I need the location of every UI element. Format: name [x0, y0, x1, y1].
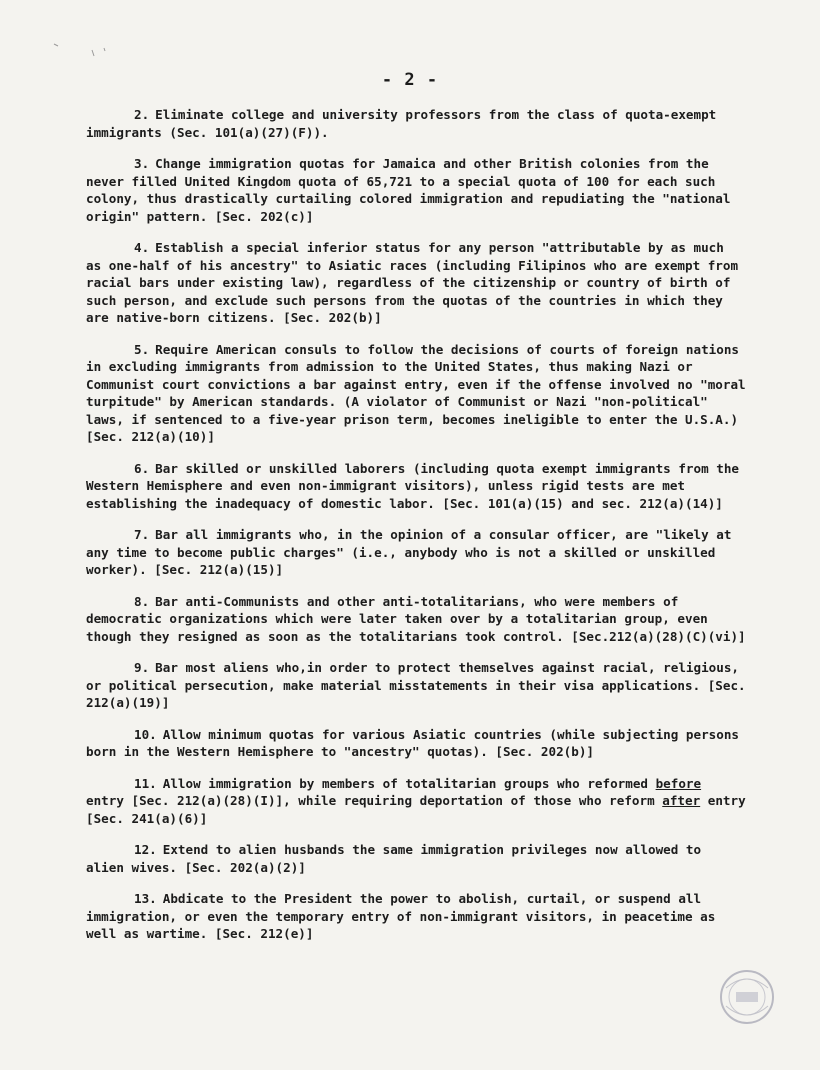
list-item: [86, 841, 746, 876]
item-number: 12.: [134, 842, 157, 857]
list-item: [86, 526, 746, 579]
item-text: Bar anti-Communists and other anti-totalitarians, who were members of democratic organizations which were later taken over by a totalitarian group, even though they resigned as soon as the totalitarians took control. [Sec.212(a)(28)(C)(vi)]: [86, 593, 746, 644]
item-text-prefix: Allow immigration by members of totalitarian groups who reformed: [162, 775, 656, 791]
list-item: [86, 890, 746, 943]
item-number: 9.: [134, 660, 150, 675]
list-item: [86, 239, 746, 327]
item-number: 4.: [134, 240, 150, 255]
item-text: Bar skilled or unskilled laborers (including quota exempt immigrants from the Western Hemisphere and even non-immigrant visitors), unless rigid tests are met establishing the inadequacy of domestic labor. [Sec. 101(a)(15) and sec. 212(a)(14)]: [86, 460, 739, 511]
item-text: Change immigration quotas for Jamaica and other British colonies from the never filled United Kingdom quota of 65,721 to a special quota of 100 for each such colony, thus drastically curtailing colored immigration and repudiating the "national origin" pattern. [Sec. 202(c)]: [86, 156, 731, 224]
item-text: Abdicate to the President the power to abolish, curtail, or suspend all immigration, or even the temporary entry of non-immigrant visitors, in peacetime as well as wartime. [Sec. 212(e)]: [86, 891, 716, 941]
list-item: [86, 775, 746, 828]
item-number: 6.: [134, 460, 150, 476]
pencil-marks: [44, 30, 124, 60]
item-number: 3.: [134, 156, 150, 171]
item-underline-after: after: [662, 793, 701, 808]
item-text: who, in the opinion of a consular officer, are "likely at any time to become public charges" (i.e., anybody who is not a skilled or unskilled worker). [Sec. 212(a)(15)]: [86, 527, 732, 577]
page-number: - 2 -: [381, 70, 439, 90]
item-number: 10.: [134, 726, 157, 742]
list-item: [86, 106, 746, 141]
list-item: [86, 460, 746, 513]
item-number: 5.: [134, 341, 150, 357]
list-item: [86, 593, 746, 646]
item-text-middle: entry [Sec. 212(a)(28)(I)], while requiring deportation of those who reform: [86, 793, 663, 808]
item-number: 11.: [134, 775, 157, 791]
amendment-list: [86, 106, 746, 957]
item-emphasis: all immigrants: [185, 527, 292, 542]
item-text: Require American consuls to follow the decisions of courts of foreign nations in excluding immigrants from admission to the United States, thus making Nazi or Communist court convictions a bar against entry, even if the offense involved no "moral turpitude" by American standards. (A violator of Communist or Nazi "non-political" laws, if sentenced to a five-year prison term, becomes ineligible to enter the U.S.A.) [Sec. 212(a)(10)]: [86, 341, 746, 444]
item-number: 13.: [134, 891, 157, 906]
item-number: 7.: [134, 527, 150, 542]
item-text: Bar most aliens who,in order to protect themselves against racial, religious, or political persecution, make material misstatements in their visa applications. [Sec. 212(a)(19)]: [86, 660, 746, 710]
archive-seal-icon: [718, 968, 776, 1026]
item-text-prefix: Bar: [155, 527, 186, 542]
item-text: Extend to alien husbands the same immigration privileges now allowed to alien wives. [Sec. 202(a)(2)]: [86, 842, 702, 875]
item-number: 2.: [134, 107, 150, 122]
item-text: Establish a special inferior status for any person "attributable by as much as one-half of his ancestry" to Asiatic races (including Filipinos who are exempt from racial bars under existing law), regardless of the citizenship or country of birth of such person, and exclude such persons from the quotas of the countries in which they are native-born citizens. [Sec. 202(b)]: [86, 240, 739, 325]
item-number: 8.: [134, 593, 150, 609]
item-text: Allow minimum quotas for various Asiatic countries (while subjecting persons born in the Western Hemisphere to "ancestry" quotas). [Sec. 202(b)]: [86, 726, 739, 759]
list-item: [86, 726, 746, 761]
item-text: entry [Sec. 241(a)(6)]: [86, 793, 746, 826]
list-item: [86, 155, 746, 225]
list-item: [86, 341, 746, 446]
item-underline-before: before: [655, 775, 702, 791]
item-text: Eliminate college and university professors from the class of quota-exempt immigrants (Sec. 101(a)(27)(F)).: [86, 107, 717, 140]
list-item: [86, 659, 746, 712]
